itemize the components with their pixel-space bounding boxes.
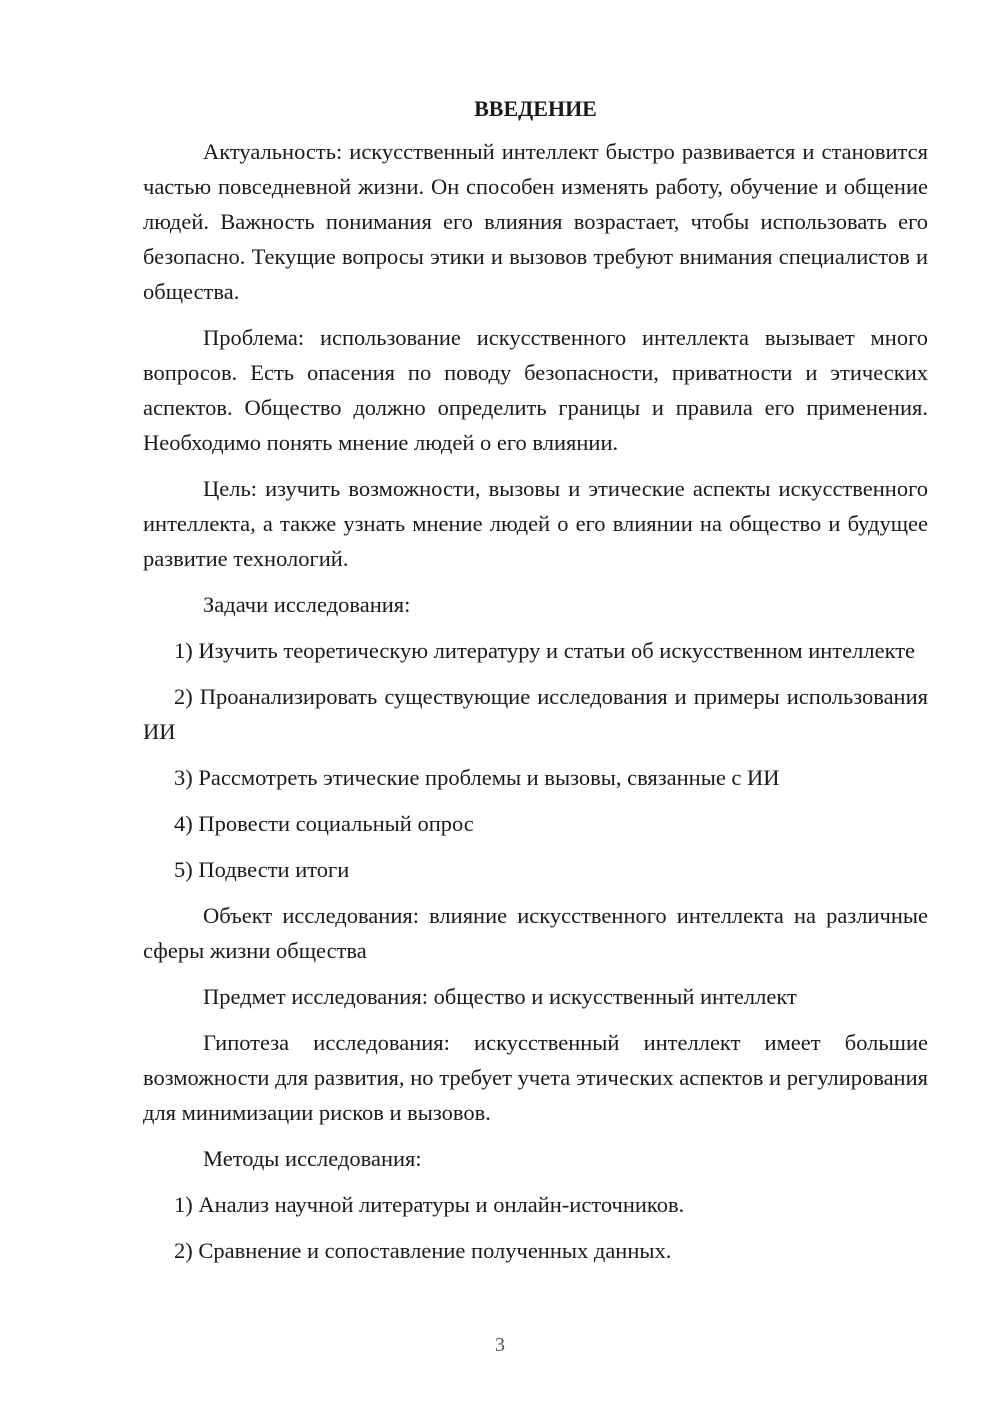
method-item-2: 2) Сравнение и сопоставление полученных данных. xyxy=(174,1238,672,1263)
methods-heading: Методы исследования: xyxy=(203,1146,422,1171)
page-content xyxy=(143,92,928,1279)
task-item-2: 2) Проанализировать существующие исследования и примеры использования ИИ xyxy=(143,684,928,744)
task-item-5: 5) Подвести итоги xyxy=(174,857,350,882)
relevance-paragraph: Актуальность: искусственный интеллект быстро развивается и становится частью повседневной жизни. Он способен изменять работу, обучение и общение людей. Важность понимания его влияния возрастает, чтобы использовать его безопасно. Текущие вопросы этики и вызовов требуют внимания специалистов и общества. xyxy=(143,139,928,304)
task-item-1: 1) Изучить теоретическую литературу и статьи об искусственном интеллекте xyxy=(174,638,916,663)
task-item-4: 4) Провести социальный опрос xyxy=(174,811,474,836)
hypothesis-paragraph: Гипотеза исследования: искусственный интеллект имеет большие возможности для развития, но требует учета этических аспектов и регулирования для минимизации рисков и вызовов. xyxy=(143,1030,928,1125)
problem-paragraph: Проблема: использование искусственного интеллекта вызывает много вопросов. Есть опасения по поводу безопасности, приватности и этических аспектов. Общество должно определить границы и правила его применения. Необходимо понять мнение людей о его влиянии. xyxy=(143,325,928,455)
task-item-3: 3) Рассмотреть этические проблемы и вызовы, связанные с ИИ xyxy=(174,765,780,790)
object-paragraph: Объект исследования: влияние искусственного интеллекта на различные сферы жизни общества xyxy=(143,903,928,963)
method-item-1: 1) Анализ научной литературы и онлайн-источников. xyxy=(174,1192,685,1217)
page-number: 3 xyxy=(495,1334,505,1356)
goal-paragraph: Цель: изучить возможности, вызовы и этические аспекты искусственного интеллекта, а также узнать мнение людей о его влиянии на общество и будущее развитие технологий. xyxy=(143,476,928,571)
subject-paragraph: Предмет исследования: общество и искусственный интеллект xyxy=(203,984,797,1009)
tasks-heading: Задачи исследования: xyxy=(203,592,411,617)
section-title: ВВЕДЕНИЕ xyxy=(474,96,597,121)
